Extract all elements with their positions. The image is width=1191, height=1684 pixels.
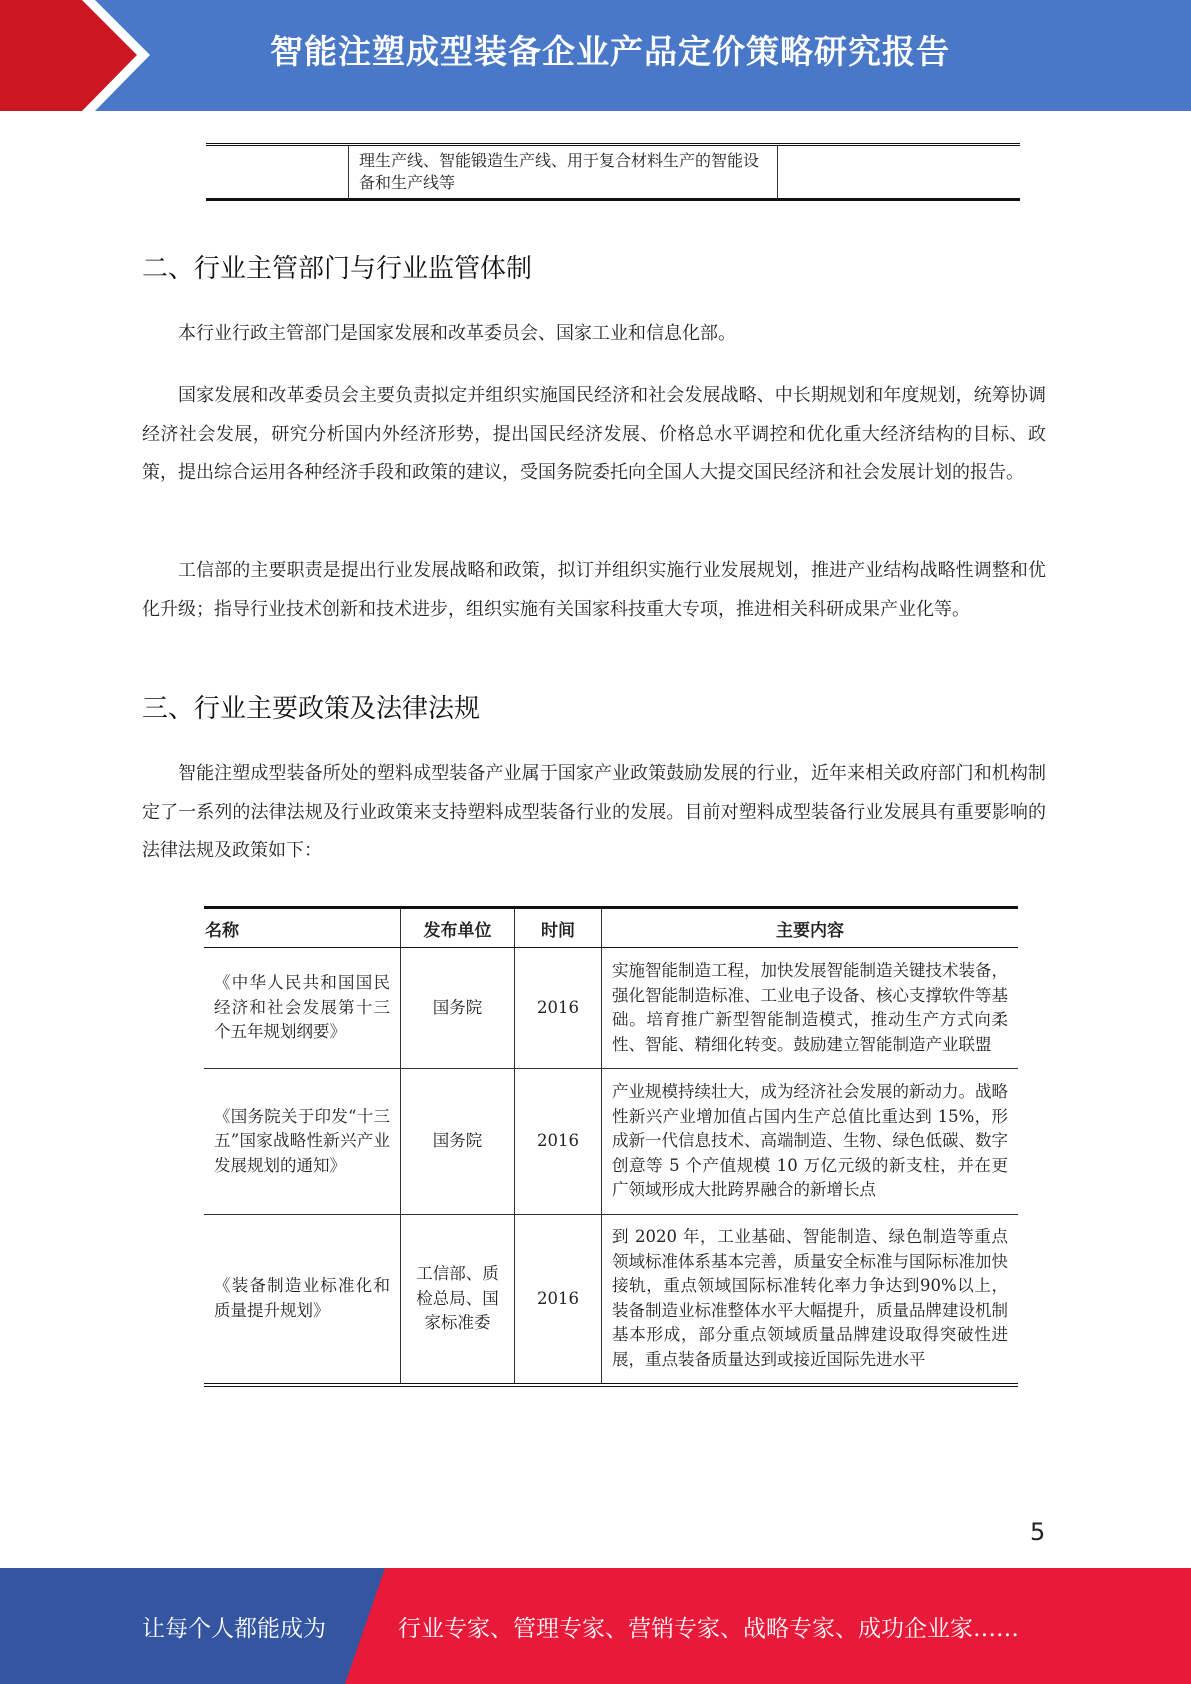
column-header: 时间 bbox=[515, 908, 602, 948]
paragraph: 工信部的主要职责是提出行业发展战略和政策，拟订并组织实施行业发展规划，推进产业结构战略性调整和优化升级；指导行业技术创新和技术进步，组织实施有关国家科技重大专项，推进相关科研成果产业化等。 bbox=[142, 560, 1046, 620]
table-cell bbox=[778, 145, 1021, 200]
report-title: 智能注塑成型装备企业产品定价策略研究报告 bbox=[270, 32, 950, 71]
table-row bbox=[206, 145, 1020, 200]
continued-table bbox=[206, 143, 1020, 201]
table-cell bbox=[206, 145, 349, 200]
policy-year: 2016 bbox=[515, 1069, 602, 1215]
column-header: 名称 bbox=[204, 908, 401, 948]
policy-content: 实施智能制造工程，加快发展智能制造关键技术装备，强化智能制造标准、工业电子设备、核心支撑软件等基础。培育推广新型智能制造模式，推动生产方式向柔性、智能、精细化转变。鼓励建立智能制造产业联盟 bbox=[602, 948, 1019, 1069]
paragraph: 本行业行政主管部门是国家发展和改革委员会、国家工业和信息化部。 bbox=[178, 323, 736, 344]
table-header-row bbox=[204, 908, 1018, 948]
policy-name: 《国务院关于印发“十三五”国家战略性新兴产业发展规划的通知》 bbox=[204, 1069, 401, 1215]
policy-content: 产业规模持续壮大，成为经济社会发展的新动力。战略性新兴产业增加值占国内生产总值比重达到 15%，形成新一代信息技术、高端制造、生物、绿色低碳、数字创意等 5 个产值规模 10 万亿元级的新支柱，并在更广领域形成大批跨界融合的新增长点 bbox=[602, 1069, 1019, 1215]
column-header: 发布单位 bbox=[401, 908, 515, 948]
paragraph: 国家发展和改革委员会主要负责拟定并组织实施国民经济和社会发展战略、中长期规划和年度规划，统筹协调经济社会发展，研究分析国内外经济形势，提出国民经济发展、价格总水平调控和优化重大经济结构的目标、政策，提出综合运用各种经济手段和政策的建议，受国务院委托向全国人大提交国民经济和社会发展计划的报告。 bbox=[142, 385, 1046, 483]
policy-issuer: 国务院 bbox=[401, 948, 515, 1069]
paragraph: 智能注塑成型装备所处的塑料成型装备产业属于国家产业政策鼓励发展的行业，近年来相关政府部门和机构制定了一系列的法律法规及行业政策来支持塑料成型装备行业的发展。目前对塑料成型装备行业发展具有重要影响的法律法规及政策如下： bbox=[142, 763, 1046, 861]
policy-year: 2016 bbox=[515, 1215, 602, 1385]
table-cell: 理生产线、智能锻造生产线、用于复合材料生产的智能设备和生产线等 bbox=[349, 145, 778, 200]
policy-issuer: 工信部、质检总局、国家标准委 bbox=[401, 1215, 515, 1385]
policy-issuer: 国务院 bbox=[401, 1069, 515, 1215]
policy-name: 《装备制造业标准化和质量提升规划》 bbox=[204, 1215, 401, 1385]
policy-content: 到 2020 年，工业基础、智能制造、绿色制造等重点领域标准体系基本完善，质量安全标准与国际标准加快接轨，重点领域国际标准转化率力争达到90%以上，装备制造业标准整体水平大幅提升，质量品牌建设机制基本形成，部分重点领域质量品牌建设取得突破性进展，重点装备质量达到或接近国际先进水平 bbox=[602, 1215, 1019, 1385]
page-number: 5 bbox=[1030, 1518, 1046, 1546]
policy-table bbox=[204, 906, 1018, 1387]
table-row bbox=[204, 948, 1018, 1069]
policy-year: 2016 bbox=[515, 948, 602, 1069]
report-header bbox=[0, 0, 1191, 111]
report-footer bbox=[0, 1568, 1191, 1684]
policy-name: 《中华人民共和国国民经济和社会发展第十三个五年规划纲要》 bbox=[204, 948, 401, 1069]
column-header: 主要内容 bbox=[602, 908, 1019, 948]
footer-slogan-left: 让每个人都能成为 bbox=[142, 1616, 326, 1642]
table-row bbox=[204, 1215, 1018, 1385]
table-row bbox=[204, 1069, 1018, 1215]
section-heading: 三、行业主要政策及法律法规 bbox=[142, 694, 481, 724]
footer-slogan-right: 行业专家、管理专家、营销专家、战略专家、成功企业家…… bbox=[398, 1616, 1019, 1642]
section-heading: 二、行业主管部门与行业监管体制 bbox=[142, 254, 533, 284]
